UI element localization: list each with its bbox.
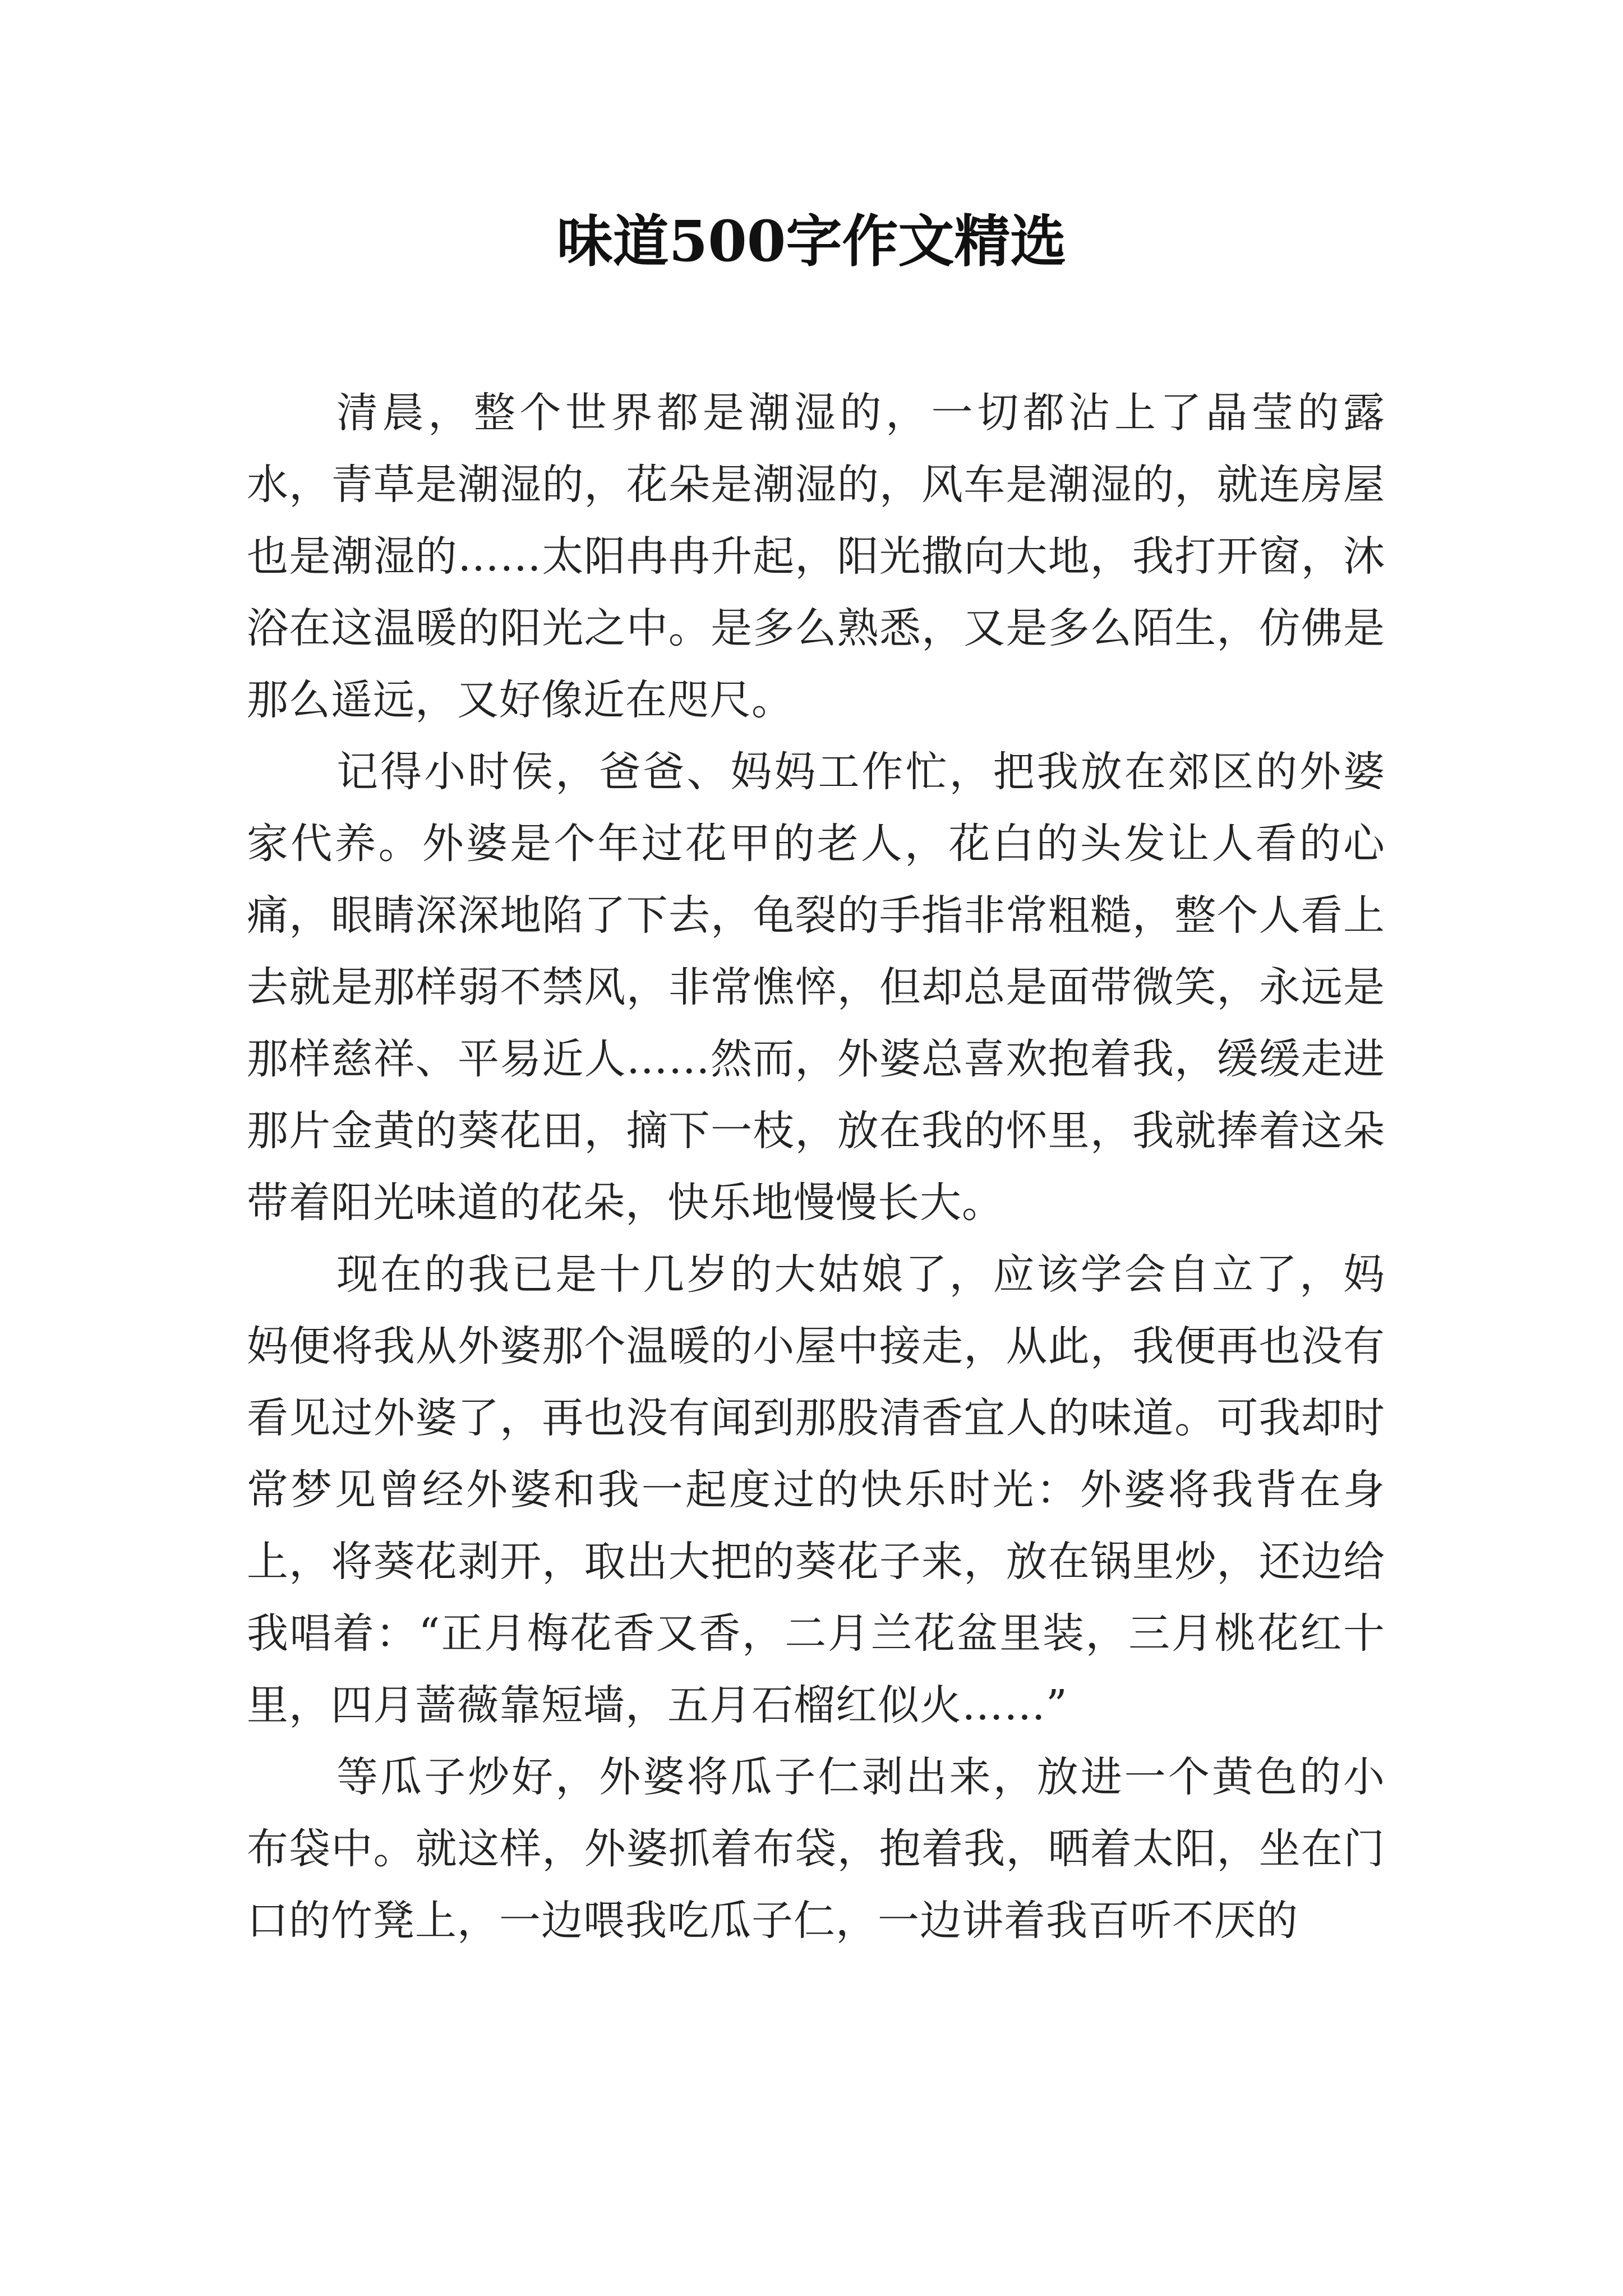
document-body xyxy=(247,377,1385,1957)
paragraph: 记得小时侯，爸爸、妈妈工作忙，把我放在郊区的外婆家代养。外婆是个年过花甲的老人，花白的头发让人看的心痛，眼睛深深地陷了下去，龟裂的手指非常粗糙，整个人看上去就是那样弱不禁风，非常憔悴，但却总是面带微笑，永远是那样慈祥、平易近人……然而，外婆总喜欢抱着我，缓缓走进那片金黄的葵花田，摘下一枝，放在我的怀里，我就捧着这朵带着阳光味道的花朵，快乐地慢慢长大。 xyxy=(247,748,1385,1227)
paragraph: 清晨，整个世界都是潮湿的，一切都沾上了晶莹的露水，青草是潮湿的，花朵是潮湿的，风车是潮湿的，就连房屋也是潮湿的……太阳冉冉升起，阳光撒向大地，我打开窗，沐浴在这温暖的阳光之中。是多么熟悉，又是多么陌生，仿佛是那么遥远，又好像近在咫尺。 xyxy=(247,389,1385,724)
paragraph: 现在的我已是十几岁的大姑娘了，应该学会自立了，妈妈便将我从外婆那个温暖的小屋中接走，从此，我便再也没有看见过外婆了，再也没有闻到那股清香宜人的味道。可我却时常梦见曾经外婆和我一起度过的快乐时光：外婆将我背在身上，将葵花剥开，取出大把的葵花子来，放在锅里炒，还边给我唱着：“正月梅花香又香，二月兰花盆里装，三月桃花红十里，四月蔷薇靠短墙，五月石榴红似火……” xyxy=(247,1250,1385,1729)
paragraph: 等瓜子炒好，外婆将瓜子仁剥出来，放进一个黄色的小布袋中。就这样，外婆抓着布袋，抱着我，晒着太阳，坐在门口的竹凳上，一边喂我吃瓜子仁，一边讲着我百听不厌的 xyxy=(247,1753,1385,1945)
document-title: 味道500字作文精选 xyxy=(556,208,1067,274)
